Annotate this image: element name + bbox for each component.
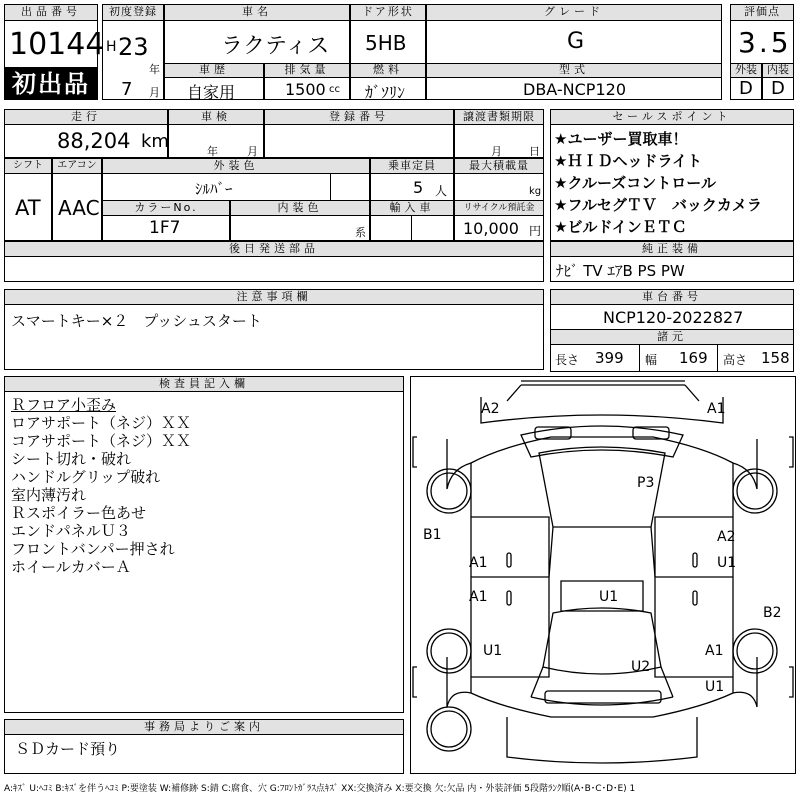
inspector-note: 室内薄汚れ [11,486,87,504]
equipment-box [550,256,794,282]
chassis-number: NCP120-2022827 [603,308,744,327]
car-diagram [411,377,795,773]
damage-mark: P3 [637,475,655,491]
sales-points-box [550,124,794,241]
width-label: 幅 [645,353,658,367]
lot-number-box [4,20,105,68]
notes: スマートキー×２ プッシュスタート [11,312,262,330]
inspection-box [168,124,264,158]
chassis-number-label: 車台番号 [550,289,794,305]
fuel-box [350,77,426,100]
import-label: 輸入車 [370,200,454,216]
door-type-box [350,20,426,64]
displacement-unit: cc [329,84,340,95]
displacement-label: 排気量 [264,63,350,78]
sales-point: ★フルセグＴＶ バックカメラ [554,196,762,214]
inspection-year-unit: 年 [207,145,218,158]
office-notice: ＳＤカード預り [15,740,121,758]
inspector-notes-list [11,396,191,576]
transfer-day-unit: 日 [529,145,540,158]
history-box [164,77,264,100]
history-label: 車歴 [164,63,264,78]
equipment-label: 純正装備 [550,241,794,257]
office-notice-label: 事務局よりご案内 [4,719,404,735]
import-box [370,215,454,241]
damage-mark: U1 [483,643,503,659]
mileage-box [4,124,168,158]
mileage: 88,204 [57,129,131,153]
grade: G [567,29,585,54]
notes-box [4,304,544,370]
fuel-label: 燃料 [350,63,426,78]
height: 158 [761,349,790,367]
exterior-color: ｼﾙﾊﾞｰ [195,180,233,198]
grade-box [426,20,722,64]
damage-mark: B2 [763,605,782,621]
fuel: ｶﾞｿﾘﾝ [365,83,406,102]
max-load-label: 最大積載量 [454,158,544,174]
later-parts-box [4,256,544,282]
grade-label: グレード [426,4,722,21]
damage-mark: U1 [599,589,619,605]
length: 399 [595,349,624,367]
score-label: 評価点 [730,4,794,21]
legend-footer: A:ｷｽﾞ U:ﾍｺﾐ B:ｷｽﾞを伴うﾍｺﾐ P:要塗装 W:補修跡 S:錆 C:腐食、穴 G:ﾌﾛﾝﾄｶﾞﾗｽ点ｷｽﾞ XX:交換済み X:要交換 欠:欠品 内・外装評価 5段階ﾗﾝｸ順(A･B･C･D･E) 1 [4,784,636,794]
first-reg-era: H [106,39,117,55]
max-load-box [454,173,544,201]
import-divider [411,216,412,240]
chassis-number-box [550,304,794,330]
inspector-note: Ｒスポイラー色あせ [11,504,147,522]
inspector-note: コアサポート（ネジ）ＸＸ [11,432,192,450]
lot-number: 10144 [9,27,105,62]
damage-mark: A2 [717,529,736,545]
history: 自家用 [187,83,236,102]
car-name-box [164,20,350,64]
exterior-color-label: 外装色 [102,158,370,174]
damage-mark: B1 [423,527,442,543]
mileage-label: 走行 [4,109,168,125]
inspector-note: Ｒフロア小歪み [11,396,117,414]
dimensions-label: 諸元 [550,329,794,345]
damage-mark: A2 [481,401,500,417]
model-box [426,77,722,100]
exterior-grade: D [739,78,753,99]
displacement-box [264,77,350,100]
inspector-note: ホイールカバーＡ [11,558,131,576]
transfer-month-unit: 月 [491,145,502,158]
interior-color-label: 内装色 [230,200,370,216]
aircon: AAC [58,196,100,220]
inspection-label: 車検 [168,109,264,125]
aircon-label: エアコン [52,158,102,174]
first-reg-year: 23 [118,33,149,61]
displacement: 1500 [285,80,326,99]
damage-mark: A1 [705,643,724,659]
door-type: 5HB [365,31,407,55]
aircon-box [52,173,102,241]
later-parts-label: 後日発送部品 [4,241,544,257]
first-reg-label: 初度登録 [102,4,164,21]
model: DBA-NCP120 [523,80,626,99]
color-divider [330,173,370,201]
transfer-deadline-box [454,124,544,158]
inspector-note: シート切れ・破れ [11,450,132,468]
sales-point: ★ビルドインＥＴＣ [554,218,687,236]
color-number-box [102,215,230,241]
capacity-box [370,173,454,201]
registration-number-label: 登録番号 [264,109,454,125]
shift: AT [15,196,41,220]
dimensions-box [550,344,794,372]
exterior-grade-box [730,77,762,100]
width: 169 [679,349,708,367]
registration-number-box [264,124,454,158]
interior-grade-box [762,77,794,100]
damage-mark: A1 [707,401,726,417]
color-number-label: カラーNo. [102,200,230,216]
lot-number-label: 出品番号 [4,4,98,21]
sales-points-label: セールスポイント [550,109,794,125]
inspector-note: エンドパネルＵ３ [11,522,131,540]
inspector-note: フロントバンパー押され [11,540,175,558]
color-number: 1F7 [149,218,181,238]
recycle-amount: 10,000 [463,219,519,238]
inspector-notes-box [4,391,404,713]
first-listing-badge: 初出品 [4,68,98,100]
interior-grade: D [771,78,785,99]
first-reg-box [102,20,164,100]
shift-label: シフト [4,158,52,174]
height-label: 高さ [723,353,748,367]
car-name: ラクティス [221,34,330,59]
car-name-label: 車名 [164,4,350,21]
interior-grade-label: 内装 [762,63,794,78]
sales-point: ★クルーズコントロール [554,174,716,192]
capacity-label: 乗車定員 [370,158,454,174]
damage-mark: A1 [469,589,488,605]
equipment: ﾅﾋﾞ TV ｴｱB PS PW [556,262,685,280]
interior-color-box [230,215,370,241]
inspector-note: ロアサポート（ネジ）ＸＸ [11,414,192,432]
shift-box [4,173,52,241]
mileage-unit: km [141,131,169,152]
model-label: 型式 [426,63,722,78]
recycle-label: リサイクル預託金 [454,200,544,216]
score: 3.5 [738,26,792,59]
damage-mark: U1 [705,679,725,695]
score-box [730,20,794,64]
dim-divider [639,345,640,371]
dim-divider [717,345,718,371]
max-load-unit: kg [529,186,542,197]
door-type-label: ドア形状 [350,4,426,21]
capacity-unit: 人 [435,184,448,198]
notes-label: 注意事項欄 [4,289,544,305]
inspector-note: ハンドルグリップ破れ [11,468,161,486]
inspector-notes-label: 検査員記入欄 [4,376,404,392]
office-notice-box [4,734,404,774]
damage-mark: A1 [469,555,488,571]
first-reg-month: 7 [121,79,133,100]
transfer-deadline-label: 譲渡書類期限 [454,109,544,125]
length-label: 長さ [555,353,580,367]
recycle-unit: 円 [529,224,542,238]
sales-point: ★ユーザー買取車！ [554,130,688,148]
damage-mark: U2 [631,659,651,675]
capacity: 5 [413,178,424,197]
car-diagram-box [410,376,796,774]
inspection-month-unit: 月 [247,145,258,158]
sales-point: ★ＨＩＤヘッドライト [554,152,702,170]
exterior-grade-label: 外装 [730,63,762,78]
recycle-box [454,215,544,241]
sales-points-list [554,128,762,238]
month-unit: 月 [149,86,160,99]
damage-mark: U1 [717,555,737,571]
interior-color-unit: 系 [355,226,366,239]
year-unit: 年 [149,63,160,76]
